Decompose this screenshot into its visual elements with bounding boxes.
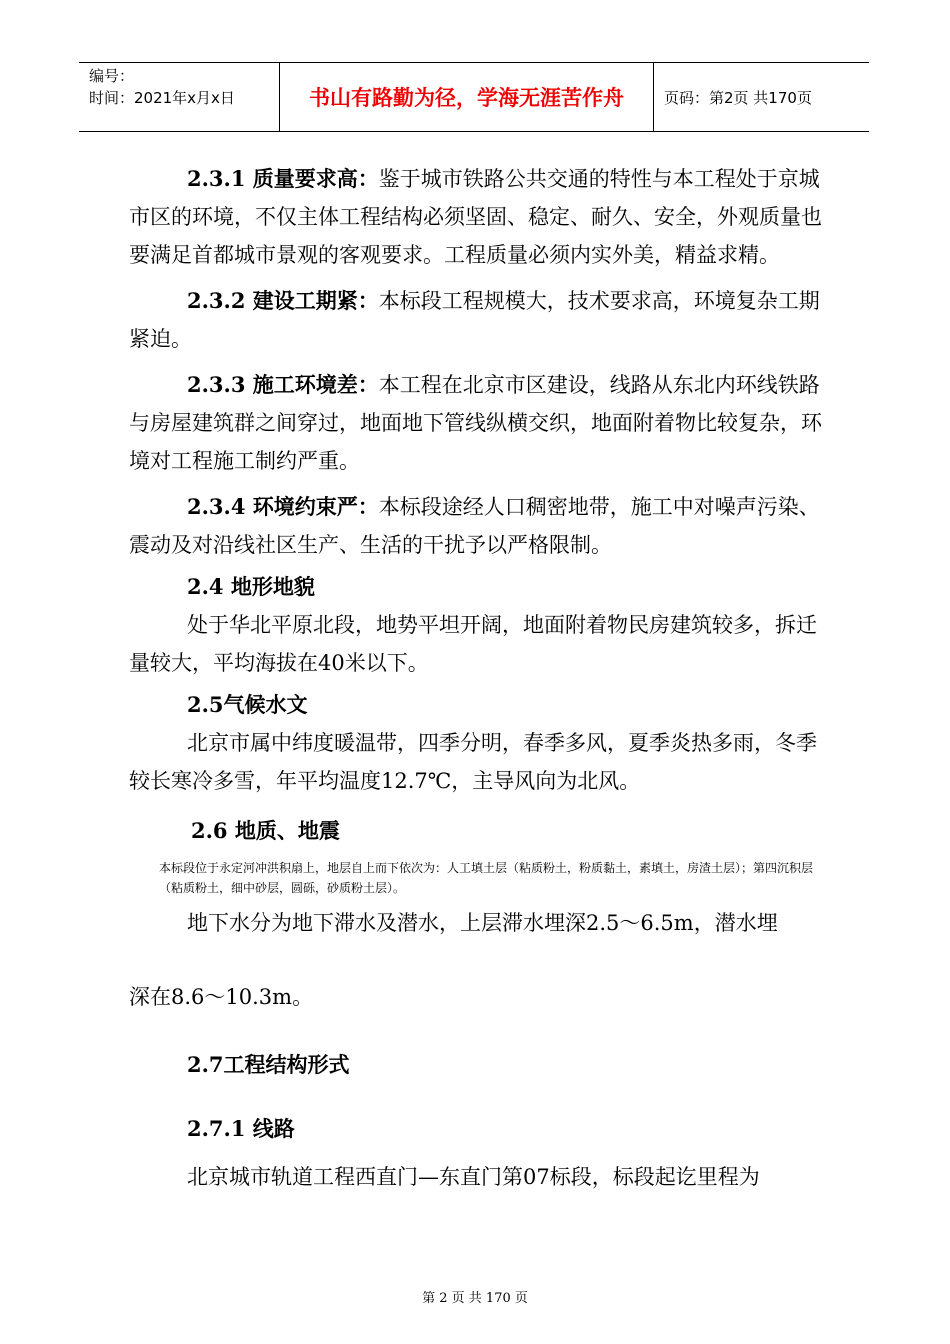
document-body [129, 160, 829, 1196]
paragraph-2-4: 处于华北平原北段，地势平坦开阔，地面附着物民房建筑较多，拆迁量较大，平均海拔在40米以下。 [129, 613, 817, 675]
paragraph-2-6-groundwater-cont: 深在8.6～10.3m。 [129, 985, 314, 1009]
paragraph-2-7-1: 北京城市轨道工程西直门—东直门第07标段，标段起讫里程为 [187, 1165, 760, 1189]
heading-2-7-1: 2.7.1 线路 [187, 1116, 295, 1141]
heading-2-7: 2.7工程结构形式 [187, 1052, 350, 1077]
section-text-2-3-2: 本标段工程规模大，技术要求高，环境复杂工期紧迫。 [129, 289, 820, 351]
section-title-2-3-3: 2.3.3 施工环境差： [187, 372, 379, 397]
section-text-2-3-1: 鉴于城市铁路公共交通的特性与本工程处于京城市区的环境，不仅主体工程结构必须坚固、稳定、耐久、安全，外观质量也要满足首都城市景观的客观要求。工程质量必须内实外美，精益求精。 [129, 167, 822, 267]
section-title-2-3-2: 2.3.2 建设工期紧： [187, 288, 379, 313]
document-number-label: 编号： [89, 67, 135, 85]
section-text-2-3-4: 本标段途经人口稠密地带，施工中对噪声污染、震动及对沿线社区生产、生活的干扰予以严格限制。 [129, 495, 820, 557]
section-title-2-3-4: 2.3.4 环境约束严： [187, 494, 379, 519]
paragraph-2-3-4 [129, 488, 829, 564]
paragraph-2-3-2 [129, 282, 829, 358]
heading-2-4: 2.4 地形地貌 [187, 574, 315, 599]
heading-2-5: 2.5气候水文 [187, 692, 308, 717]
page-footer: 第 2 页 共 170 页 [422, 1291, 528, 1306]
page-header [79, 62, 869, 132]
paragraph-2-6-groundwater: 地下水分为地下滞水及潜水，上层滞水埋深2.5～6.5m，潜水埋 [187, 911, 778, 935]
paragraph-2-3-3 [129, 366, 829, 480]
paragraph-2-5: 北京市属中纬度暖温带，四季分明，春季多风，夏季炎热多雨，冬季较长寒冷多雪，年平均温度12.7℃，主导风向为北风。 [129, 731, 817, 793]
header-motto: 书山有路勤为径，学海无涯苦作舟 [280, 63, 654, 131]
section-title-2-3-1: 2.3.1 质量要求高： [187, 166, 379, 191]
section-text-2-3-3: 本工程在北京市区建设，线路从东北内环线铁路与房屋建筑群之间穿过，地面地下管线纵横交织，地面附着物比较复杂，环境对工程施工制约严重。 [129, 373, 822, 473]
paragraph-2-3-1 [129, 160, 829, 274]
heading-2-6: 2.6 地质、地震 [191, 818, 340, 843]
paragraph-2-6-geology: 本标段位于永定河冲洪积扇上，地层自上而下依次为：人工填土层（粘质粉土，粉质黏土，素填土，房渣土层）；第四沉积层（粘质粉土，细中砂层，圆砾，砂质粉土层）。 [159, 861, 814, 895]
header-meta [79, 63, 280, 131]
document-date: 时间：2021年x月x日 [89, 89, 235, 107]
header-page-info: 页码：第2页 共170页 [664, 88, 812, 107]
